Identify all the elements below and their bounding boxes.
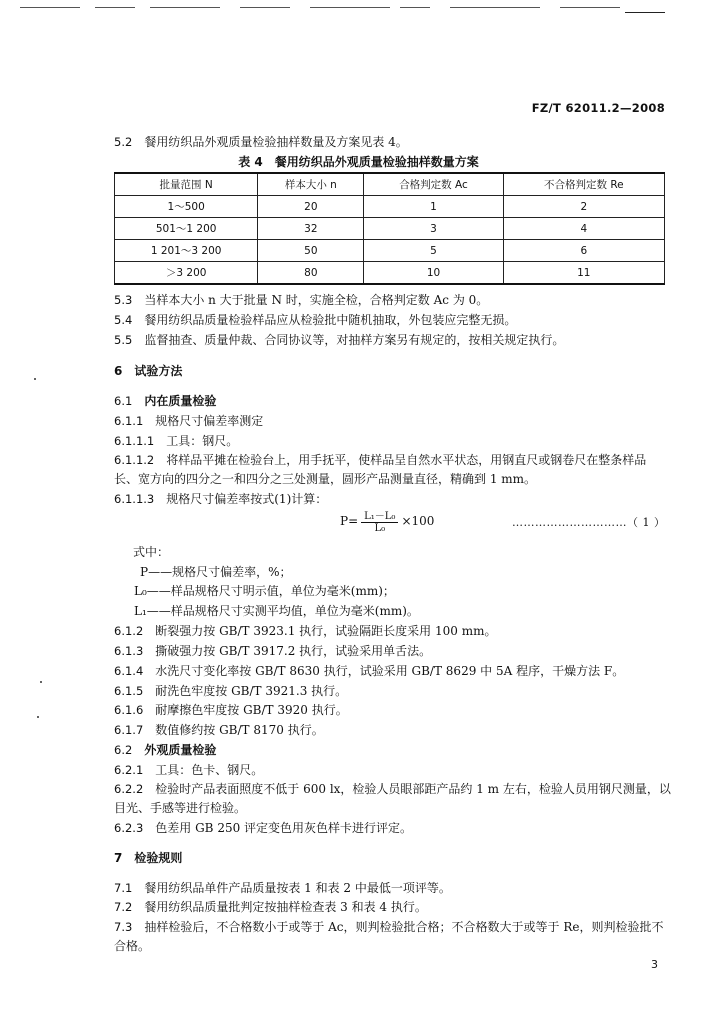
table-header-cell: 合格判定数 Ac xyxy=(364,173,503,196)
where-intro: 式中： xyxy=(133,545,170,559)
clause-6-1-7: 6.1.7 数值修约按 GB/T 8170 执行。 xyxy=(114,723,324,737)
scan-artifact-top xyxy=(0,0,717,14)
table-cell: 10 xyxy=(364,262,503,285)
clause-6-1-1-2-cont: 长、宽方向的四分之一和四分之三处测量，圆形产品测量直径，精确到 1 mm。 xyxy=(114,472,537,486)
table-cell: ＞3 200 xyxy=(115,262,258,285)
clause-6-1-1-1: 6.1.1.1 工具：钢尺。 xyxy=(114,434,239,448)
clause-7-2: 7.2 餐用纺织品质量批判定按抽样检查表 3 和表 4 执行。 xyxy=(114,900,427,914)
table-cell: 2 xyxy=(503,196,664,218)
clause-5-5: 5.5 监督抽查、质量仲裁、合同协议等，对抽样方案另有规定的，按相关规定执行。 xyxy=(114,333,565,347)
table-row xyxy=(115,262,665,285)
table-cell: 32 xyxy=(258,218,364,240)
table-cell: 80 xyxy=(258,262,364,285)
table-header-cell: 样本大小 n xyxy=(258,173,364,196)
table-cell: 1 201～3 200 xyxy=(115,240,258,262)
formula-fraction xyxy=(361,507,398,534)
table-cell: 1 xyxy=(364,196,503,218)
table-caption: 表 4 餐用纺织品外观质量检验抽样数量方案 xyxy=(238,155,479,169)
clause-7-3: 7.3 抽样检验后，不合格数小于或等于 Ac，则判检验批合格；不合格数大于或等于 Re，则判检验批不 xyxy=(114,920,664,934)
table-header-cell: 不合格判定数 Re xyxy=(503,173,664,196)
clause-6-2: 6.2 外观质量检验 xyxy=(114,743,217,757)
clause-6-2-1: 6.2.1 工具：色卡、钢尺。 xyxy=(114,763,264,777)
table-row xyxy=(115,218,665,240)
clause-6-2-3: 6.2.3 色差用 GB 250 评定变色用灰色样卡进行评定。 xyxy=(114,821,413,835)
standard-code: FZ/T 62011.2—2008 xyxy=(531,101,665,115)
table-row xyxy=(115,240,665,262)
where-l1: L₁——样品规格尺寸实测平均值，单位为毫米(mm)。 xyxy=(134,604,419,618)
formula-numerator: L₁－L₀ xyxy=(361,507,398,523)
table-cell: 6 xyxy=(503,240,664,262)
clause-6-2-2: 6.2.2 检验时产品表面照度不低于 600 lx，检验人员眼部距产品约 1 m 左右，检验人员用钢尺测量，以 xyxy=(114,782,671,796)
clause-7-3-cont: 合格。 xyxy=(114,939,151,953)
table-cell: 20 xyxy=(258,196,364,218)
clause-6-1: 6.1 内在质量检验 xyxy=(114,394,217,408)
page-number: 3 xyxy=(651,958,658,971)
clause-6-1-1-2: 6.1.1.2 将样品平摊在检验台上，用手抚平，使样品呈自然水平状态，用钢直尺或钢卷尺在整条样品 xyxy=(114,453,647,467)
table-cell: 501～1 200 xyxy=(115,218,258,240)
clause-6-1-1-3: 6.1.1.3 规格尺寸偏差率按式(1)计算： xyxy=(114,492,328,506)
scan-speck xyxy=(34,378,36,380)
where-p: P——规格尺寸偏差率，%； xyxy=(140,565,292,579)
clause-6-1-3: 6.1.3 撕破强力按 GB/T 3917.2 执行，试验采用单舌法。 xyxy=(114,644,432,658)
table-cell: 11 xyxy=(503,262,664,285)
formula-number: …………………………（ 1 ） xyxy=(512,516,666,529)
clause-6-1-1: 6.1.1 规格尺寸偏差率测定 xyxy=(114,414,264,428)
table-header-row xyxy=(115,173,665,196)
clause-6-1-5: 6.1.5 耐洗色牢度按 GB/T 3921.3 执行。 xyxy=(114,684,348,698)
table-row xyxy=(115,196,665,218)
scan-speck xyxy=(37,716,39,718)
clause-5-3: 5.3 当样本大小 n 大于批量 N 时，实施全检，合格判定数 Ac 为 0。 xyxy=(114,293,489,307)
table-cell: 4 xyxy=(503,218,664,240)
table-cell: 3 xyxy=(364,218,503,240)
formula-denominator: L₀ xyxy=(374,523,386,534)
formula-rhs: ×100 xyxy=(401,513,435,528)
clause-5-2: 5.2 餐用纺织品外观质量检验抽样数量及方案见表 4。 xyxy=(114,135,408,149)
section-6-heading: 6 试验方法 xyxy=(114,364,183,378)
sampling-table xyxy=(114,172,665,285)
table-cell: 1～500 xyxy=(115,196,258,218)
formula-1 xyxy=(340,507,434,534)
table-header-cell: 批量范围 N xyxy=(115,173,258,196)
clause-6-1-4: 6.1.4 水洗尺寸变化率按 GB/T 8630 执行，试验采用 GB/T 8629 中 5A 程序，干燥方法 F。 xyxy=(114,664,625,678)
section-7-heading: 7 检验规则 xyxy=(114,851,183,865)
table-cell: 5 xyxy=(364,240,503,262)
clause-6-1-2: 6.1.2 断裂强力按 GB/T 3923.1 执行，试验隔距长度采用 100 mm。 xyxy=(114,624,497,638)
clause-6-2-2-cont: 目光、手感等进行检验。 xyxy=(114,801,247,815)
where-l0: L₀——样品规格尺寸明示值，单位为毫米(mm)； xyxy=(134,584,395,598)
formula-lhs: P= xyxy=(340,513,359,528)
table-cell: 50 xyxy=(258,240,364,262)
scan-speck xyxy=(40,681,42,683)
clause-7-1: 7.1 餐用纺织品单件产品质量按表 1 和表 2 中最低一项评等。 xyxy=(114,881,451,895)
clause-5-4: 5.4 餐用纺织品质量检验样品应从检验批中随机抽取，外包装应完整无损。 xyxy=(114,313,517,327)
clause-6-1-6: 6.1.6 耐摩擦色牢度按 GB/T 3920 执行。 xyxy=(114,703,348,717)
